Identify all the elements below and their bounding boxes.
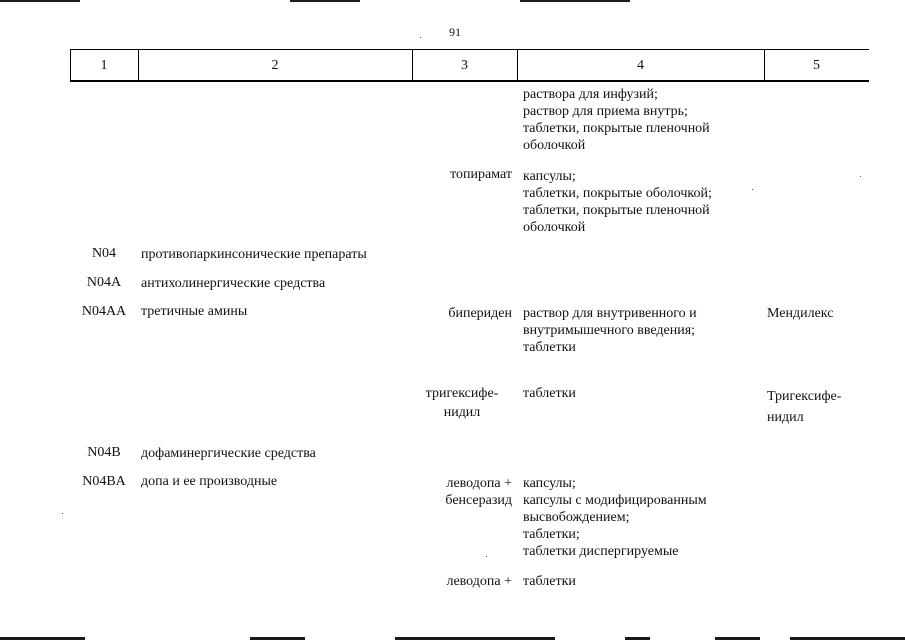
- dosage-forms: [523, 86, 710, 154]
- dosage-form-line: капсулы с модифицированным: [523, 493, 707, 508]
- scan-top-edge-line: [290, 0, 360, 2]
- dosage-form-line: таблетки: [523, 386, 576, 401]
- trade-name-line: нидил: [767, 410, 804, 425]
- dosage-form-line: таблетки, покрытые пленочной: [523, 121, 710, 136]
- atc-group-name: третичные амины: [141, 304, 248, 319]
- column-header: 3: [461, 58, 468, 73]
- dosage-form-line: таблетки диспергируемые: [523, 544, 679, 559]
- dosage-form-line: таблетки, покрытые пленочной: [523, 203, 710, 218]
- scan-speck: [752, 189, 753, 190]
- column-header: 5: [813, 58, 820, 73]
- page-number: 91: [449, 25, 461, 39]
- header-bottom-rule: [70, 80, 869, 82]
- scan-top-edge-line: [520, 0, 630, 2]
- column-header: 1: [100, 58, 108, 73]
- dosage-forms: [523, 475, 707, 560]
- trade-name: Мендилекс: [767, 306, 834, 321]
- dosage-forms: [523, 168, 712, 236]
- drug-inn: топирамат: [450, 167, 512, 182]
- atc-code: N04AA: [81, 304, 127, 319]
- trade-name-line: Тригексифе-: [767, 389, 842, 404]
- atc-group-name: противопаркинсонические препараты: [141, 247, 367, 262]
- dosage-form-line: оболочкой: [523, 138, 586, 153]
- column-header: 2: [271, 58, 279, 73]
- drug-inn-line: бенсеразид: [445, 493, 512, 508]
- dosage-forms: [523, 573, 576, 590]
- scan-speck: [860, 176, 861, 177]
- scan-speck: [486, 556, 487, 557]
- column-header: 4: [637, 58, 644, 73]
- dosage-form-line: раствор для внутривенного и: [523, 306, 697, 321]
- atc-group-name: дофаминергические средства: [141, 446, 316, 461]
- scan-speck: [420, 37, 421, 38]
- dosage-form-line: раствора для инфузий;: [523, 87, 658, 102]
- drug-inn: [412, 475, 512, 509]
- dosage-forms: [523, 385, 576, 402]
- dosage-form-line: таблетки: [523, 340, 576, 355]
- drug-inn-line: нидил: [443, 405, 481, 420]
- dosage-form-line: оболочкой: [523, 220, 586, 235]
- scan-top-edge-line: [0, 0, 80, 2]
- dosage-form-line: таблетки: [523, 574, 576, 589]
- atc-code: N04A: [86, 275, 122, 290]
- atc-group-name: антихолинергические средства: [141, 276, 326, 291]
- atc-code: N04: [91, 246, 117, 261]
- dosage-form-line: внутримышечного введения;: [523, 323, 696, 338]
- dosage-form-line: раствор для приема внутрь;: [523, 104, 688, 119]
- atc-code: N04BA: [82, 474, 126, 489]
- drug-inn: бипериден: [448, 306, 512, 321]
- dosage-form-line: таблетки, покрытые оболочкой;: [523, 186, 712, 201]
- atc-group-name: допа и ее производные: [141, 474, 278, 489]
- drug-inn-line: тригексифе-: [425, 386, 499, 401]
- scan-speck: [62, 513, 63, 514]
- atc-code: N04B: [87, 445, 121, 460]
- dosage-form-line: таблетки;: [523, 527, 580, 542]
- drug-inn: [412, 384, 512, 422]
- dosage-form-line: капсулы;: [523, 169, 576, 184]
- dosage-forms: [523, 305, 697, 356]
- drug-inn-line: леводопа +: [446, 476, 512, 491]
- header-top-rule: [70, 49, 869, 50]
- dosage-form-line: высвобождением;: [523, 510, 630, 525]
- drug-inn: леводопа +: [446, 574, 512, 589]
- trade-name: [767, 386, 841, 428]
- dosage-form-line: капсулы;: [523, 476, 576, 491]
